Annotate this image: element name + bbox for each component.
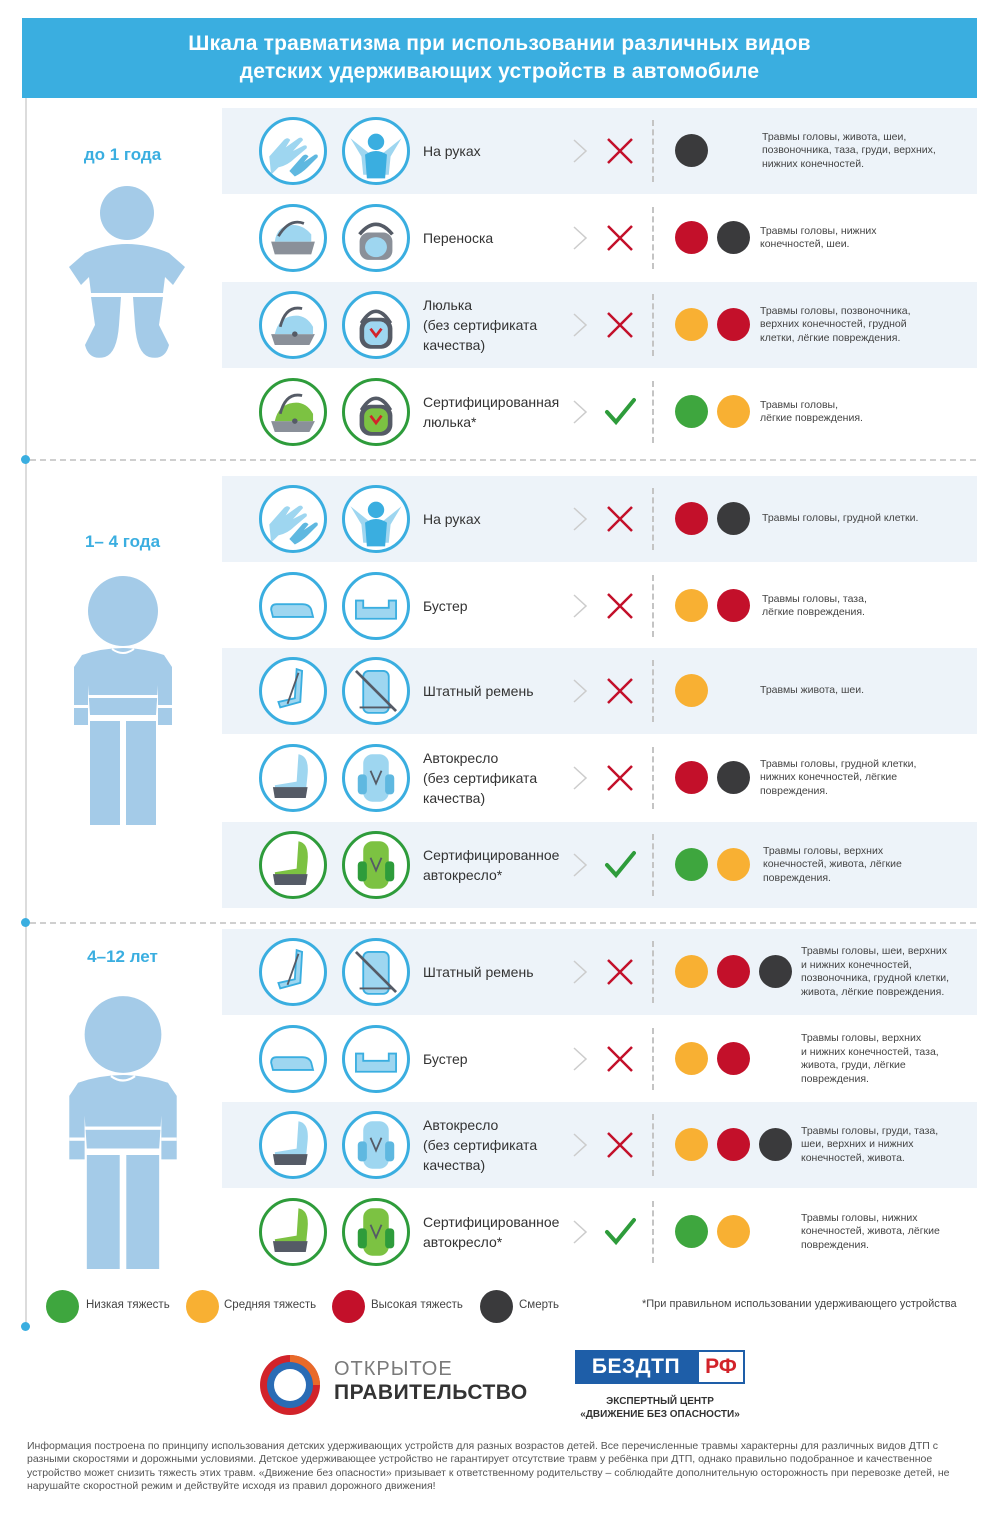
row-divider (652, 834, 654, 896)
row-divider (652, 575, 654, 637)
restraint-row (222, 476, 977, 562)
restraint-row (222, 1016, 977, 1102)
certified-car-seat-side-icon (259, 831, 327, 899)
legend-label: Высокая тяжесть (371, 1299, 463, 1311)
bezdtp-logo-left: БЕЗДТП (575, 1350, 697, 1384)
chevron-right-icon (572, 312, 588, 338)
injury-description: Травмы головы, лёгкие повреждения. (760, 398, 863, 424)
severity-black-dot (717, 761, 750, 794)
seatbelt-front-icon (342, 938, 410, 1006)
cross-icon (604, 1129, 636, 1161)
severity-orange-dot (675, 1128, 708, 1161)
chevron-right-icon (572, 1132, 588, 1158)
chevron-right-icon (572, 138, 588, 164)
restraint-label: Штатный ремень (423, 964, 534, 980)
severity-orange-dot (717, 848, 750, 881)
age-group-label: 1– 4 года (84, 532, 161, 551)
severity-orange-dot (675, 955, 708, 988)
severity-red-dot (717, 308, 750, 341)
row-divider (652, 294, 654, 356)
chevron-right-icon (572, 678, 588, 704)
severity-red-dot (717, 589, 750, 622)
severity-black-dot (717, 502, 750, 535)
certified-car-seat-side-icon (259, 1198, 327, 1266)
injury-description: Травмы живота, шеи. (760, 684, 865, 697)
legend-black-dot (480, 1290, 513, 1323)
car-seat-side-icon (259, 744, 327, 812)
row-divider (652, 381, 654, 443)
car-seat-front-icon (342, 1111, 410, 1179)
severity-black-dot (717, 221, 750, 254)
age-separator (30, 922, 976, 924)
cross-icon (604, 309, 636, 341)
restraint-row (222, 735, 977, 821)
restraint-label: Сертифицированное автокресло* (423, 1214, 560, 1250)
injury-description: Травмы головы, груди, таза, шеи, верхних и нижних конечностей, живота. (801, 1124, 939, 1164)
severity-red-dot (717, 955, 750, 988)
cross-icon (604, 675, 636, 707)
bezdtp-logo-right: РФ (697, 1350, 745, 1384)
certified-car-seat-front-icon (342, 1198, 410, 1266)
check-icon (604, 396, 636, 428)
page-title-line1: Шкала травматизма при использовании различных видов (188, 32, 811, 55)
injury-description: Травмы головы, нижних конечностей, живота, лёгкие повреждения. (801, 1211, 940, 1251)
timeline-dot (21, 455, 30, 464)
open-government-label-top: ОТКРЫТОЕ (334, 1358, 453, 1380)
carrier-front-icon (342, 204, 410, 272)
severity-orange-dot (675, 308, 708, 341)
legend-orange-dot (186, 1290, 219, 1323)
severity-red-dot (717, 1042, 750, 1075)
child-in-hands-icon (342, 485, 410, 553)
carrier-side-icon (259, 204, 327, 272)
legend-label: Средняя тяжесть (224, 1299, 317, 1311)
restraint-label: На руках (423, 511, 481, 527)
severity-red-dot (717, 1128, 750, 1161)
injury-description: Травмы головы, шеи, верхних и нижних конечностей, позвоночника, грудной клетки, живота, лёгкие повреждения. (801, 945, 950, 998)
injury-description: Травмы головы, грудной клетки, нижних конечностей, лёгкие повреждения. (760, 757, 917, 797)
severity-red-dot (675, 221, 708, 254)
severity-red-dot (675, 502, 708, 535)
timeline-line (25, 98, 27, 1326)
chevron-right-icon (572, 1219, 588, 1245)
severity-black-dot (759, 955, 792, 988)
cross-icon (604, 135, 636, 167)
kid-figure-icon (58, 995, 188, 1285)
severity-orange-dot (675, 674, 708, 707)
open-government-label-bottom: ПРАВИТЕЛЬСТВО (334, 1381, 528, 1404)
legend-label: Смерть (519, 1299, 560, 1311)
cross-icon (604, 503, 636, 535)
restraint-label: На руках (423, 143, 481, 159)
severity-black-dot (675, 134, 708, 167)
injury-description: Травмы головы, живота, шеи, позвоночника, таза, груди, верхних, нижних конечностей. (762, 130, 936, 170)
legend-green-dot (46, 1290, 79, 1323)
chevron-right-icon (572, 593, 588, 619)
seatbelt-front-icon (342, 657, 410, 725)
restraint-label: Автокресло (без сертификата качества) (423, 750, 538, 806)
row-divider (652, 1114, 654, 1176)
booster-side-icon (259, 1025, 327, 1093)
bezdtp-logo (575, 1350, 745, 1384)
baby-figure-icon (65, 185, 185, 370)
restraint-row (222, 369, 977, 455)
row-divider (652, 1028, 654, 1090)
infant-seat-side-icon (259, 291, 327, 359)
restraint-row (222, 1189, 977, 1275)
timeline-dot (21, 918, 30, 927)
chevron-right-icon (572, 765, 588, 791)
injury-description: Травмы головы, верхних и нижних конечностей, таза, живота, груди, лёгкие повреждения. (801, 1032, 939, 1085)
chevron-right-icon (572, 399, 588, 425)
restraint-row (222, 563, 977, 649)
cross-icon (604, 222, 636, 254)
child-in-hands-icon (342, 117, 410, 185)
restraint-label: Люлька (без сертификата качества) (423, 297, 538, 353)
seatbelt-side-icon (259, 938, 327, 1006)
row-divider (652, 120, 654, 182)
legend-red-dot (332, 1290, 365, 1323)
car-seat-side-icon (259, 1111, 327, 1179)
open-government-logo-icon (257, 1352, 323, 1418)
restraint-label: Сертифицированное автокресло* (423, 847, 560, 883)
cross-icon (604, 1043, 636, 1075)
age-group-label: 4–12 лет (87, 947, 158, 966)
injury-description: Травмы головы, нижних конечностей, шеи. (760, 224, 877, 250)
severity-red-dot (675, 761, 708, 794)
injury-description: Травмы головы, грудной клетки. (762, 512, 919, 525)
legend-label: Низкая тяжесть (86, 1299, 170, 1311)
restraint-label: Сертифицированная люлька* (423, 394, 560, 430)
certified-infant-seat-front-icon (342, 378, 410, 446)
severity-orange-dot (675, 1042, 708, 1075)
restraint-row (222, 822, 977, 908)
row-divider (652, 488, 654, 550)
severity-orange-dot (717, 1215, 750, 1248)
car-seat-front-icon (342, 744, 410, 812)
severity-green-dot (675, 848, 708, 881)
restraint-label: Автокресло (без сертификата качества) (423, 1117, 538, 1173)
severity-black-dot (759, 1128, 792, 1161)
seatbelt-side-icon (259, 657, 327, 725)
row-divider (652, 660, 654, 722)
certified-car-seat-front-icon (342, 831, 410, 899)
chevron-right-icon (572, 852, 588, 878)
row-divider (652, 747, 654, 809)
page-header (22, 18, 977, 98)
infant-seat-front-icon (342, 291, 410, 359)
severity-green-dot (675, 395, 708, 428)
certified-infant-seat-side-icon (259, 378, 327, 446)
age-separator (30, 459, 976, 461)
chevron-right-icon (572, 959, 588, 985)
restraint-label: Штатный ремень (423, 683, 534, 699)
restraint-row (222, 195, 977, 281)
check-icon (604, 1216, 636, 1248)
expert-center-name: «ДВИЖЕНИЕ БЕЗ ОПАСНОСТИ» (580, 1409, 740, 1420)
severity-orange-dot (717, 395, 750, 428)
restraint-label: Бустер (423, 1051, 468, 1067)
severity-orange-dot (675, 589, 708, 622)
chevron-right-icon (572, 1046, 588, 1072)
page-title-line2: детских удерживающих устройств в автомобиле (239, 60, 760, 83)
booster-front-icon (342, 1025, 410, 1093)
booster-front-icon (342, 572, 410, 640)
toddler-figure-icon (68, 575, 178, 840)
row-divider (652, 1201, 654, 1263)
hands-icon (259, 117, 327, 185)
row-divider (652, 941, 654, 1003)
restraint-label: Переноска (423, 230, 494, 246)
chevron-right-icon (572, 506, 588, 532)
cross-icon (604, 956, 636, 988)
restraint-label: Бустер (423, 598, 468, 614)
restraint-row (222, 1102, 977, 1188)
injury-description: Травмы головы, таза, лёгкие повреждения. (762, 592, 867, 618)
expert-center-label: ЭКСПЕРТНЫЙ ЦЕНТР (606, 1396, 714, 1407)
cross-icon (604, 590, 636, 622)
restraint-row (222, 648, 977, 734)
row-divider (652, 207, 654, 269)
severity-green-dot (675, 1215, 708, 1248)
hands-icon (259, 485, 327, 553)
age-group-label: до 1 года (83, 145, 162, 164)
restraint-row (222, 929, 977, 1015)
cross-icon (604, 762, 636, 794)
restraint-row (222, 282, 977, 368)
check-icon (604, 849, 636, 881)
injury-description: Травмы головы, позвоночника, верхних конечностей, грудной клетки, лёгкие повреждения. (760, 304, 911, 344)
booster-side-icon (259, 572, 327, 640)
restraint-row (222, 108, 977, 194)
injury-description: Травмы головы, верхних конечностей, живота, лёгкие повреждения. (763, 844, 902, 884)
timeline-end-dot (21, 1322, 30, 1331)
chevron-right-icon (572, 225, 588, 251)
footnote: *При правильном использовании удерживающего устройства (642, 1298, 957, 1310)
footer-disclaimer: Информация построена по принципу использования детских удерживающих устройств для разных возрастов детей. Все перечисленные травмы характерны для различных видов ДТП с разными скоростями и дорожными условиями. Детское удерживающее устройство не гарантирует отсутствие травм у ребёнка при ДТП, однако правильно подобранное и качественное устройство может снизить тяжесть этих травм. «Движение без опасности» призывает к ответственному родительству – соблюдайте дополнительную осторожность при перевозке детей, не нарушайте скоростной режим и действуйте исходя из правил дорожного движения! (27, 1440, 950, 1492)
